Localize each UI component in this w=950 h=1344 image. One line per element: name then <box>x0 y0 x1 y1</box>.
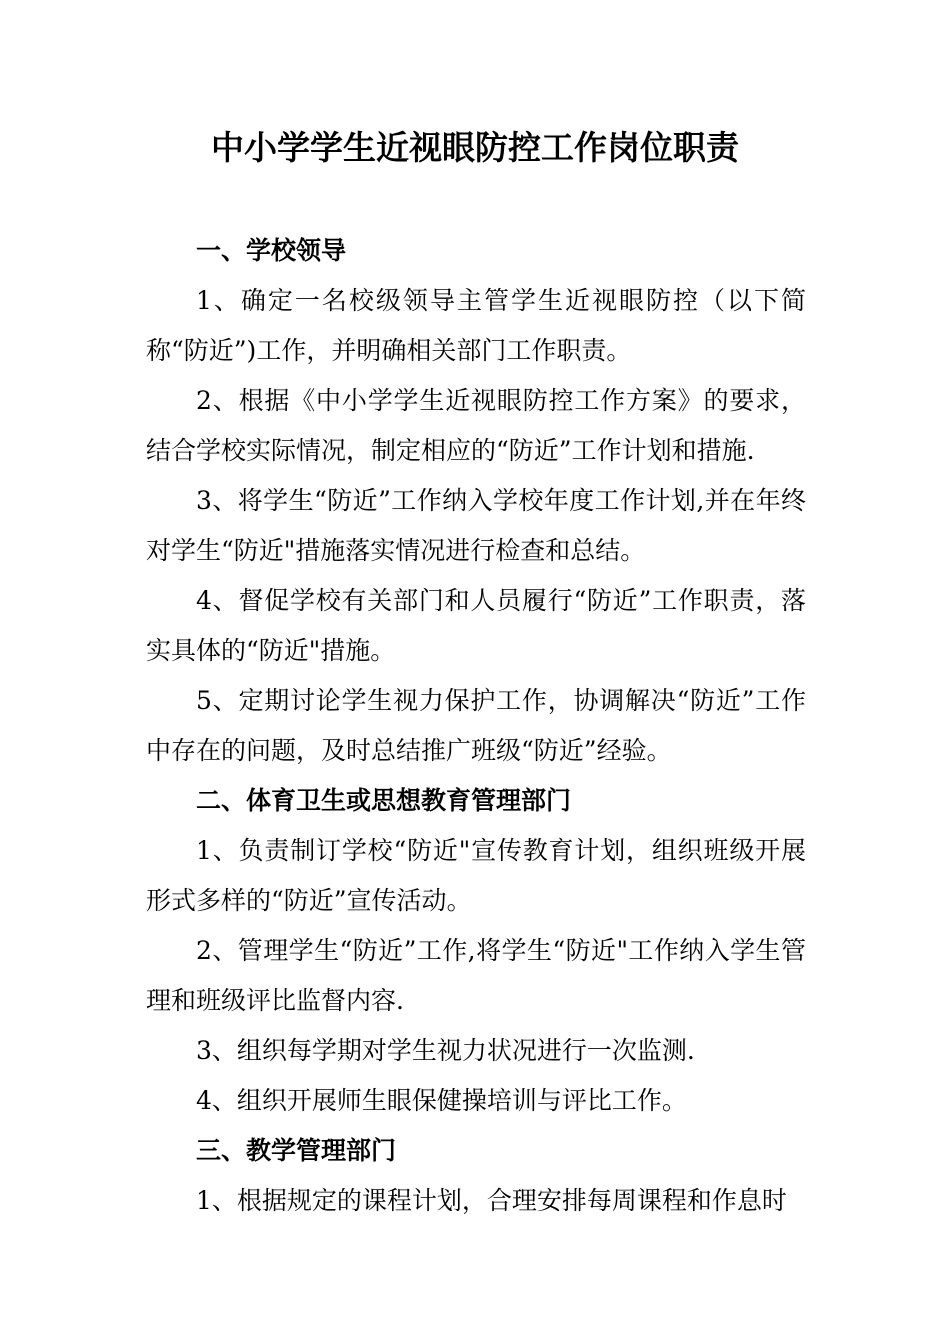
paragraph: 3、将学生“防近”工作纳入学校年度工作计划,并在年终对学生“防近"措施落实情况进行检查和总结。 <box>146 486 806 565</box>
section-heading-teaching-department: 三、教学管理部门 <box>196 1136 397 1165</box>
document-title: 中小学学生近视眼防控工作岗位职责 <box>211 128 739 167</box>
paragraph: 1、根据规定的课程计划，合理安排每周课程和作息时 <box>196 1186 787 1215</box>
paragraph: 2、管理学生“防近”工作,将学生“防近"工作纳入学生管理和班级评比监督内容. <box>146 936 806 1015</box>
paragraph: 5、定期讨论学生视力保护工作，协调解决“防近”工作中存在的问题，及时总结推广班级“防近”经验。 <box>146 686 806 765</box>
paragraph: 4、组织开展师生眼保健操培训与评比工作。 <box>196 1086 687 1115</box>
paragraph: 4、督促学校有关部门和人员履行“防近”工作职责，落实具体的“防近"措施。 <box>146 586 806 665</box>
paragraph: 1、负责制订学校“防近"宣传教育计划，组织班级开展形式多样的“防近”宣传活动。 <box>146 836 806 915</box>
section-heading-pe-health-department: 二、体育卫生或思想教育管理部门 <box>196 786 572 815</box>
paragraph: 1、确定一名校级领导主管学生近视眼防控（以下简称“防近”)工作，并明确相关部门工作职责。 <box>146 286 806 365</box>
section-heading-school-leadership: 一、学校领导 <box>196 236 347 265</box>
paragraph: 3、组织每学期对学生视力状况进行一次监测. <box>196 1036 695 1065</box>
document-body <box>146 226 806 1226</box>
paragraph: 2、根据《中小学学生近视眼防控工作方案》的要求，结合学校实际情况，制定相应的“防近”工作计划和措施. <box>146 386 806 465</box>
